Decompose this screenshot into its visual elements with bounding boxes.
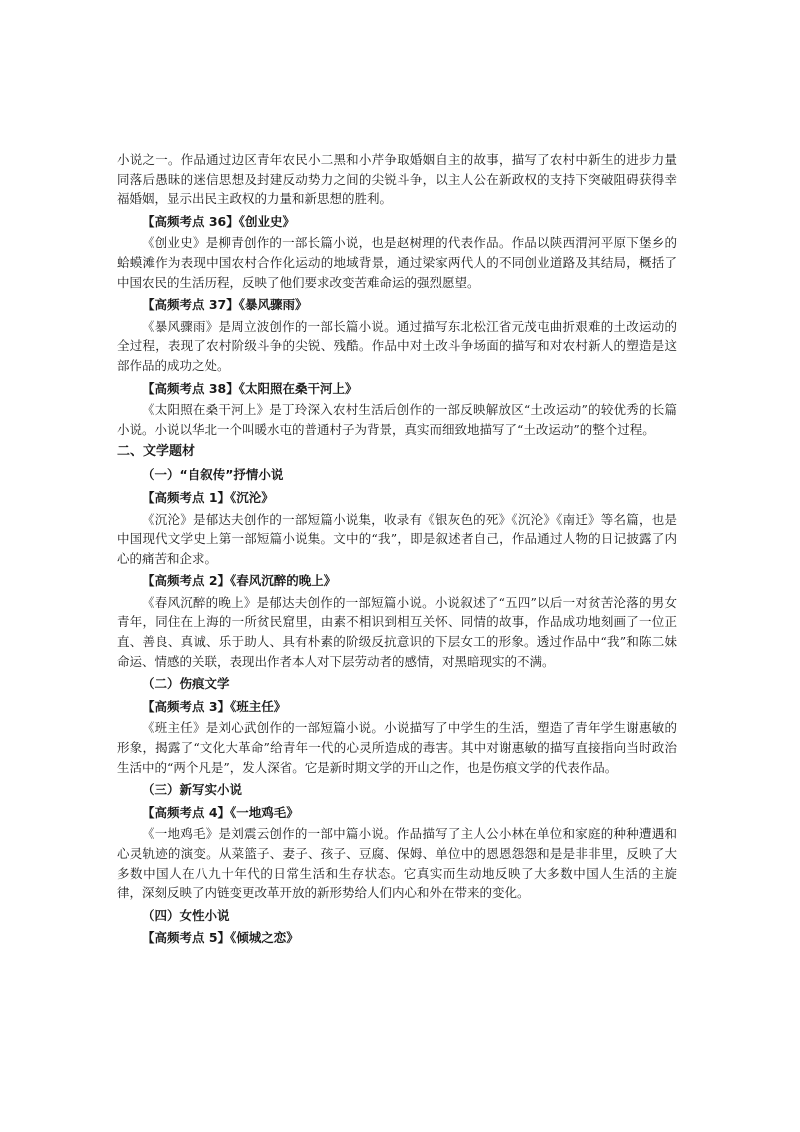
paragraph: 《沉沦》是郁达夫创作的一部短篇小说集，收录有《银灰色的死》《沉沦》《南迁》等名篇，也是中国现代文学史上第一部短篇小说集。文中的“我”，即是叙述者自己，作品通过人物的日记披露了内心的痛苦和企求。 [117,511,677,566]
subsection-heading: （二）伤痕文学 [142,676,230,692]
paragraph: 小说之一。作品通过边区青年农民小二黑和小芹争取婚姻自主的故事，描写了农村中新生的进步力量同落后愚昧的迷信思想及封建反动势力之间的尖锐斗争，以主人公在新政权的支持下突破阻碍获得幸福婚姻，显示出民主政权的力量和新思想的胜利。 [117,152,677,207]
section-heading: 【高频考点 5】《倾城之恋》 [142,930,299,946]
document-body [117,150,677,950]
subsection-heading: （一）“自叙传”抒情小说 [142,467,284,483]
paragraph: 《一地鸡毛》是刘震云创作的一部中篇小说。作品描写了主人公小林在单位和家庭的种种遭遇和心灵轨迹的演变。从菜篮子、妻子、孩子、豆腐、保姆、单位中的恩恩怨怨和是是非非里，反映了大多数中国人在八九十年代的日常生活和生存状态。它真实而生动地反映了大多数中国人生活的主旋律，深刻反映了内链变更改革开放的新形势给人们内心和外在带来的变化。 [117,826,677,901]
subsection-heading: （四）女性小说 [142,907,230,923]
section-heading: 【高频考点 3】《班主任》 [142,698,287,714]
subsection-heading: （三）新写实小说 [142,782,243,798]
paragraph: 《创业史》是柳青创作的一部长篇小说，也是赵树理的代表作品。作品以陕西渭河平原下堡乡的蛤蟆滩作为表现中国农村合作化运动的地域背景，通过梁家两代人的不同创业道路及其结局，概括了中国农民的生活历程，反映了他们要求改变苦难命运的强烈愿望。 [117,235,677,290]
section-heading: 【高频考点 36】《创业史》 [142,213,295,229]
chapter-heading: 二、文学题材 [117,444,196,460]
paragraph: 《太阳照在桑干河上》是丁玲深入农村生活后创作的一部反映解放区“土改运动”的较优秀的长篇小说。小说以华北一个叫暖水屯的普通村子为背景，真实而细致地描写了“土改运动”的整个过程。 [117,402,677,437]
paragraph: 《班主任》是刘心武创作的一部短篇小说。小说描写了中学生的生活，塑造了青年学生谢惠敏的形象，揭露了“文化大革命”给青年一代的心灵所造成的毒害。其中对谢惠敏的描写直接指向当时政治生活中的“两个凡是”，发人深省。它是新时期文学的开山之作，也是伤痕文学的代表作品。 [117,720,677,775]
section-heading: 【高频考点 1】《沉沦》 [142,489,274,505]
paragraph: 《暴风骤雨》是周立波创作的一部长篇小说。通过描写东北松江省元茂屯曲折艰难的土改运动的全过程，表现了农村阶级斗争的尖锐、残酷。作品中对土改斗争场面的描写和对农村新人的塑造是这部作品的成功之处。 [117,318,677,373]
paragraph: 《春风沉醉的晚上》是郁达夫创作的一部短篇小说。小说叙述了“五四”以后一对贫苦沦落的男女青年，同住在上海的一所贫民窟里，由素不相识到相互关怀、同情的故事，作品成功地刻画了一位正直、善良、真诚、乐于助人、具有朴素的阶级反抗意识的下层女工的形象。透过作品中“我”和陈二妹命运、情感的关联，表现出作者本人对下层劳动者的感情，对黑暗现实的不满。 [117,594,677,669]
section-heading: 【高频考点 38】《太阳照在桑干河上》 [142,380,358,396]
section-heading: 【高频考点 2】《春风沉醉的晚上》 [142,573,337,589]
section-heading: 【高频考点 4】《一地鸡毛》 [142,804,299,820]
section-heading: 【高频考点 37】《暴风骤雨》 [142,297,308,313]
